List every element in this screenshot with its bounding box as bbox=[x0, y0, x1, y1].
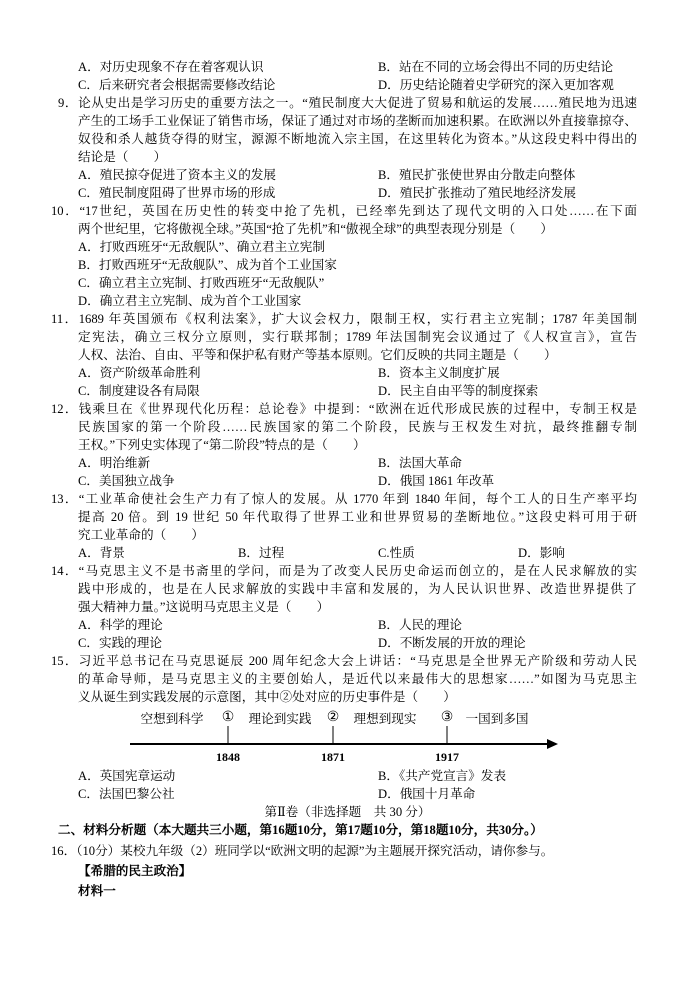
q13-option-b: B．过程 bbox=[238, 546, 285, 560]
q8-options-row-2 bbox=[0, 76, 695, 94]
q12-stem-line: 民族国家的第一个阶段……民族国家的第二个阶段，民族与王权发生对抗，最终推翻专制 bbox=[78, 420, 637, 434]
year-label: 1848 bbox=[216, 750, 240, 764]
q12-option-b: B．法国大革命 bbox=[378, 456, 462, 470]
q10-option-c: C．确立君主立宪制、打败西班牙“无敌舰队” bbox=[78, 276, 325, 290]
q9-option-a: A．殖民掠夺促进了资本主义的发展 bbox=[78, 168, 277, 182]
q16-stem-line: 16．（10分）某校九年级（2）班同学以“欧洲文明的起源”为主题展开探究活动，请你参与。 bbox=[51, 844, 554, 858]
year-label: 1871 bbox=[321, 750, 345, 764]
stage-label: 理想到现实 bbox=[353, 712, 417, 726]
q8-option-b: B．站在不同的立场会得出不同的历史结论 bbox=[378, 60, 614, 74]
q12-stem-line: 12．钱乘旦在《世界现代化历程：总论卷》中提到：“欧洲在近代形成民族的过程中，专制王权是 bbox=[51, 402, 637, 416]
q10-option-d: D．确立君主立宪制、成为首个工业国家 bbox=[78, 294, 302, 308]
q10-stem-line: 10．“17世纪，英国在历史性的转变中抢了先机，已经率先到达了现代文明的入口处……在下面 bbox=[51, 204, 637, 218]
q11-option-a: A．资产阶级革命胜利 bbox=[78, 366, 201, 380]
marker-1: ① bbox=[221, 710, 235, 725]
q8-option-d: D．历史结论随着史学研究的深入更加客观 bbox=[378, 78, 614, 92]
q11-stem-line: 11．1689 年英国颁布《权利法案》，扩大议会权力，限制王权，实行君主立宪制；1787 年美国制 bbox=[51, 312, 637, 326]
q11-options-row-1 bbox=[0, 364, 695, 382]
q15-option-b: B．《共产党宣言》发表 bbox=[378, 769, 507, 783]
stage-label: 空想到科学 bbox=[140, 712, 204, 726]
stage-label: 一国到多国 bbox=[465, 712, 529, 726]
q14-stem-line: 14．“马克思主义不是书斋里的学问，而是为了改变人民历史命运而创立的，是在人民求解放的实 bbox=[51, 564, 637, 578]
q11-stem-line: 人权、法治、自由、平等和保护私有财产等基本原则。它们反映的共同主题是（ ） bbox=[78, 348, 557, 362]
q12-option-c: C．美国独立战争 bbox=[78, 474, 175, 488]
q11-option-c: C．制度建设各有局限 bbox=[78, 384, 200, 398]
q11-option-b: B．资本主义制度扩展 bbox=[378, 366, 500, 380]
q12-options-row-2 bbox=[0, 472, 695, 490]
q14-option-a: A．科学的理论 bbox=[78, 618, 163, 632]
q14-option-c: C．实践的理论 bbox=[78, 636, 162, 650]
q9-options-row-2 bbox=[0, 184, 695, 202]
q10-stem-line: 两个世纪里，它将傲视全球。”英国“抢了先机”和“傲视全球”的典型表现分别是（ ） bbox=[78, 222, 554, 236]
q14-options-row-1 bbox=[0, 616, 695, 634]
q15-option-c: C．法国巴黎公社 bbox=[78, 787, 175, 801]
q15-stem-line: 15．习近平总书记在马克思诞辰 200 周年纪念大会上讲话：“马克思是全世界无产阶级和劳动人民 bbox=[51, 654, 637, 668]
q14-stem-line: 践中形成的，也是在人民求解放的实践中丰富和发展的，为人民认识世界、改造世界提供了 bbox=[78, 582, 637, 596]
q15-option-a: A．英国宪章运动 bbox=[78, 769, 176, 783]
q9-option-c: C．殖民制度阻碍了世界市场的形成 bbox=[78, 186, 276, 200]
q11-options-row-2 bbox=[0, 382, 695, 400]
q8-option-a: A．对历史现象不存在着客观认识 bbox=[78, 60, 264, 74]
q14-option-b: B．人民的理论 bbox=[378, 618, 462, 632]
q9-options-row-1 bbox=[0, 166, 695, 184]
year-label: 1917 bbox=[435, 750, 459, 764]
stage-label: 理论到实践 bbox=[248, 712, 312, 726]
marxism-development-diagram bbox=[0, 706, 695, 767]
q15-options-row-1 bbox=[0, 767, 695, 785]
marker-2: ② bbox=[326, 710, 340, 725]
q8-option-c: C．后来研究者会根据需要修改结论 bbox=[78, 78, 276, 92]
part2-title: 第Ⅱ卷（非选择题 共 30 分） bbox=[264, 805, 431, 819]
q13-option-d: D．影响 bbox=[518, 546, 565, 560]
q15-stem-line: 义从诞生到实践发展的示意图，其中②处对应的历史事件是（ ） bbox=[78, 690, 456, 704]
q13-stem-line: 究工业革命的（ ） bbox=[78, 528, 204, 542]
q12-option-d: D．俄国 1861 年改革 bbox=[378, 474, 495, 488]
q9-option-b: B．殖民扩张使世界由分散走向整体 bbox=[378, 168, 576, 182]
q8-options-row-1 bbox=[0, 58, 695, 76]
q13-stem-line: 提高 20 倍。到 19 世纪 50 年代取得了世界工业和世界贸易的垄断地位。”这段史料可用于研 bbox=[78, 510, 637, 524]
q12-option-a: A．明治维新 bbox=[78, 456, 151, 470]
q13-stem-line: 13．“工业革命使社会生产力有了惊人的发展。从 1770 年到 1840 年间，每个工人的日生产率平均 bbox=[51, 492, 637, 506]
q13-option-a: A．背景 bbox=[78, 546, 125, 560]
q16-material-label: 材料一 bbox=[78, 884, 116, 898]
q15-options-row-2 bbox=[0, 785, 695, 803]
q10-option-a: A．打败西班牙“无敌舰队”、确立君主立宪制 bbox=[78, 240, 325, 254]
timeline-arrowhead bbox=[547, 739, 558, 749]
q10-option-b: B．打败西班牙“无敌舰队”、成为首个工业国家 bbox=[78, 258, 337, 272]
q9-option-d: D．殖民扩张推动了殖民地经济发展 bbox=[378, 186, 577, 200]
q12-stem-line: 王权。”下列史实体现了“第二阶段”特点的是（ ） bbox=[78, 438, 366, 452]
q9-stem-line: 奴役和杀人越货夺得的财宝，源源不断地流入宗主国，在这里转化为资本。”从这段史料中得出的 bbox=[78, 132, 637, 146]
q12-options-row-1 bbox=[0, 454, 695, 472]
q13-option-c: C.性质 bbox=[378, 546, 415, 560]
q9-stem-line: 产生的工场手工业保证了销售市场，保证了通过对市场的垄断而加速积累。在欧洲以外直接靠掠夺、 bbox=[78, 114, 637, 128]
q15-stem-line: 的革命导师，是马克思主义的主要创始人，是近代以来最伟大的思想家……”如图为马克思主 bbox=[78, 672, 637, 686]
marker-3: ③ bbox=[440, 710, 454, 725]
q16-subheading: 【希腊的民主政治】 bbox=[78, 864, 192, 878]
q13-options-row bbox=[0, 544, 695, 562]
section-heading: 二、材料分析题（本大题共三小题，第16题10分，第17题10分，第18题10分，共30分。） bbox=[58, 823, 543, 837]
q9-stem-line: 9．论从史出是学习历史的重要方法之一。“殖民制度大大促进了贸易和航运的发展……殖民地为迅速 bbox=[58, 96, 637, 110]
q9-stem-line: 结论是（ ） bbox=[78, 150, 167, 164]
q11-option-d: D．民主自由平等的制度探索 bbox=[378, 384, 539, 398]
q14-option-d: D．不断发展的开放的理论 bbox=[378, 636, 526, 650]
q14-stem-line: 强大精神力量。”这说明马克思主义是（ ） bbox=[78, 600, 330, 614]
q15-option-d: D．俄国十月革命 bbox=[378, 787, 476, 801]
q11-stem-line: 定宪法，确立三权分立原则，实行联邦制；1789 年法国制宪会议通过了《人权宣言》，宣告 bbox=[78, 330, 637, 344]
q14-options-row-2 bbox=[0, 634, 695, 652]
